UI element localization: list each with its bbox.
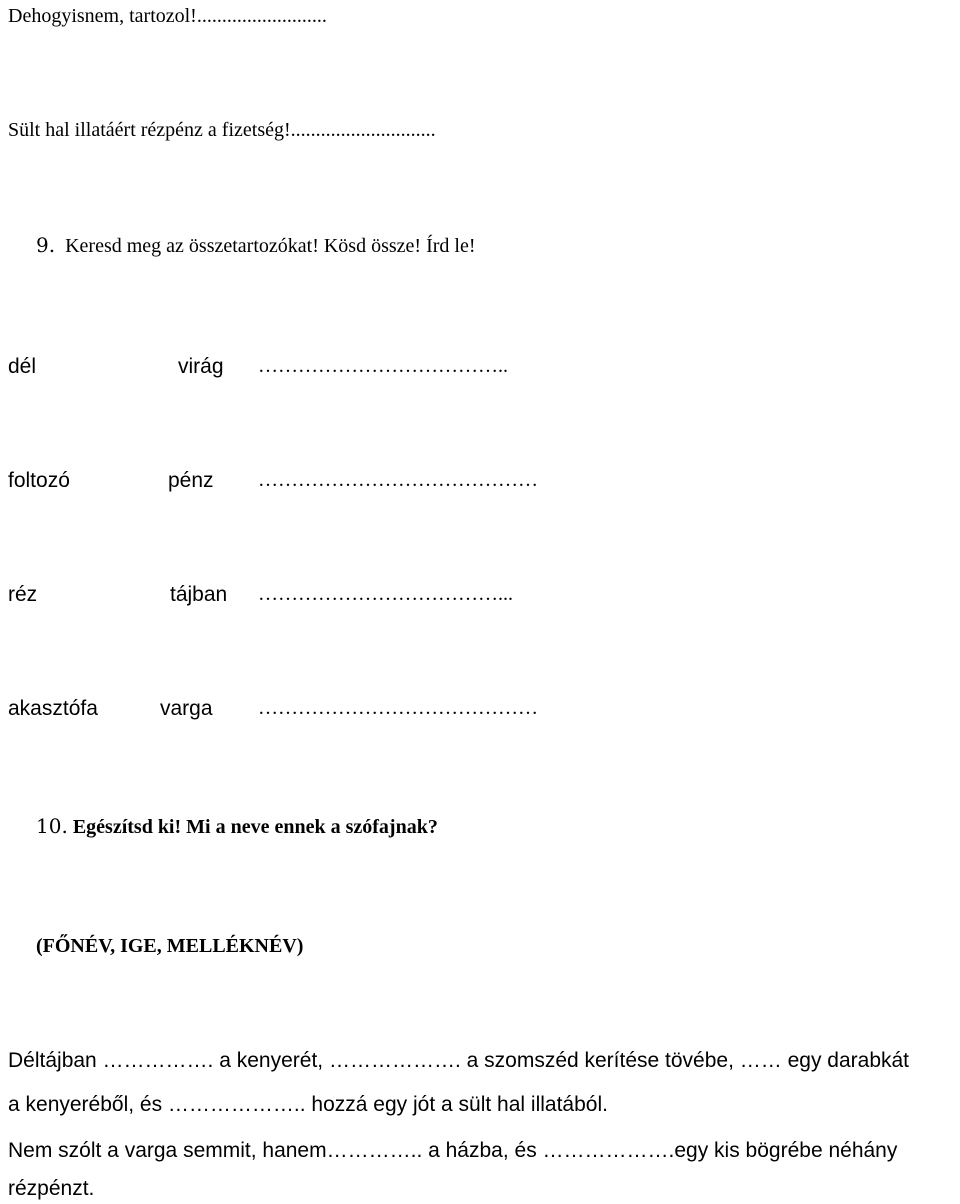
exercise-10-number: 10.: [36, 814, 68, 838]
paragraph-line-3: Nem szólt a varga semmit, hanem………….. a házba, és ……………….egy kis bögrébe néhány: [8, 1139, 898, 1162]
match-left-word: dél: [8, 355, 37, 378]
exercise-10-heading: [36, 816, 438, 837]
match-right-word: varga: [160, 697, 213, 720]
exercise-10-instruction: Egészítsd ki! Mi a neve ennek a szófajnak?: [72, 816, 438, 838]
match-right-word: pénz: [168, 469, 214, 492]
match-left-word: foltozó: [8, 469, 70, 492]
match-left-word: akasztófa: [8, 697, 98, 720]
exercise-9-number: 9.: [36, 233, 56, 257]
exercise-9-instruction: Keresd meg az összetartozókat! Kösd össze! Írd le!: [65, 235, 476, 257]
word-class-options: (FŐNÉV, IGE, MELLÉKNÉV): [36, 935, 304, 957]
answer-blank: ………………………………..: [258, 355, 508, 377]
match-left-word: réz: [8, 583, 38, 606]
answer-blank: ……………………………………: [258, 697, 538, 719]
paragraph-line-2: a kenyeréből, és ……………….. hozzá egy jót a sült hal illatából.: [8, 1093, 608, 1116]
paragraph-line-1: Déltájban ……………. a kenyerét, ………………. a szomszéd kerítése tövébe, …… egy darabkát: [8, 1049, 910, 1072]
match-right-word: virág: [178, 355, 224, 378]
answer-blank: ………………………………...: [258, 583, 513, 605]
paragraph-line-4: rézpénzt.: [8, 1177, 95, 1200]
text-line-sult-hal: Sült hal illatáért rézpénz a fizetség!.............................: [8, 119, 436, 141]
match-right-word: tájban: [170, 583, 228, 606]
text-line-dehogyisnem: Dehogyisnem, tartozol!..........................: [8, 5, 327, 27]
answer-blank: ……………………………………: [258, 469, 538, 491]
exercise-9-heading: [36, 235, 475, 256]
